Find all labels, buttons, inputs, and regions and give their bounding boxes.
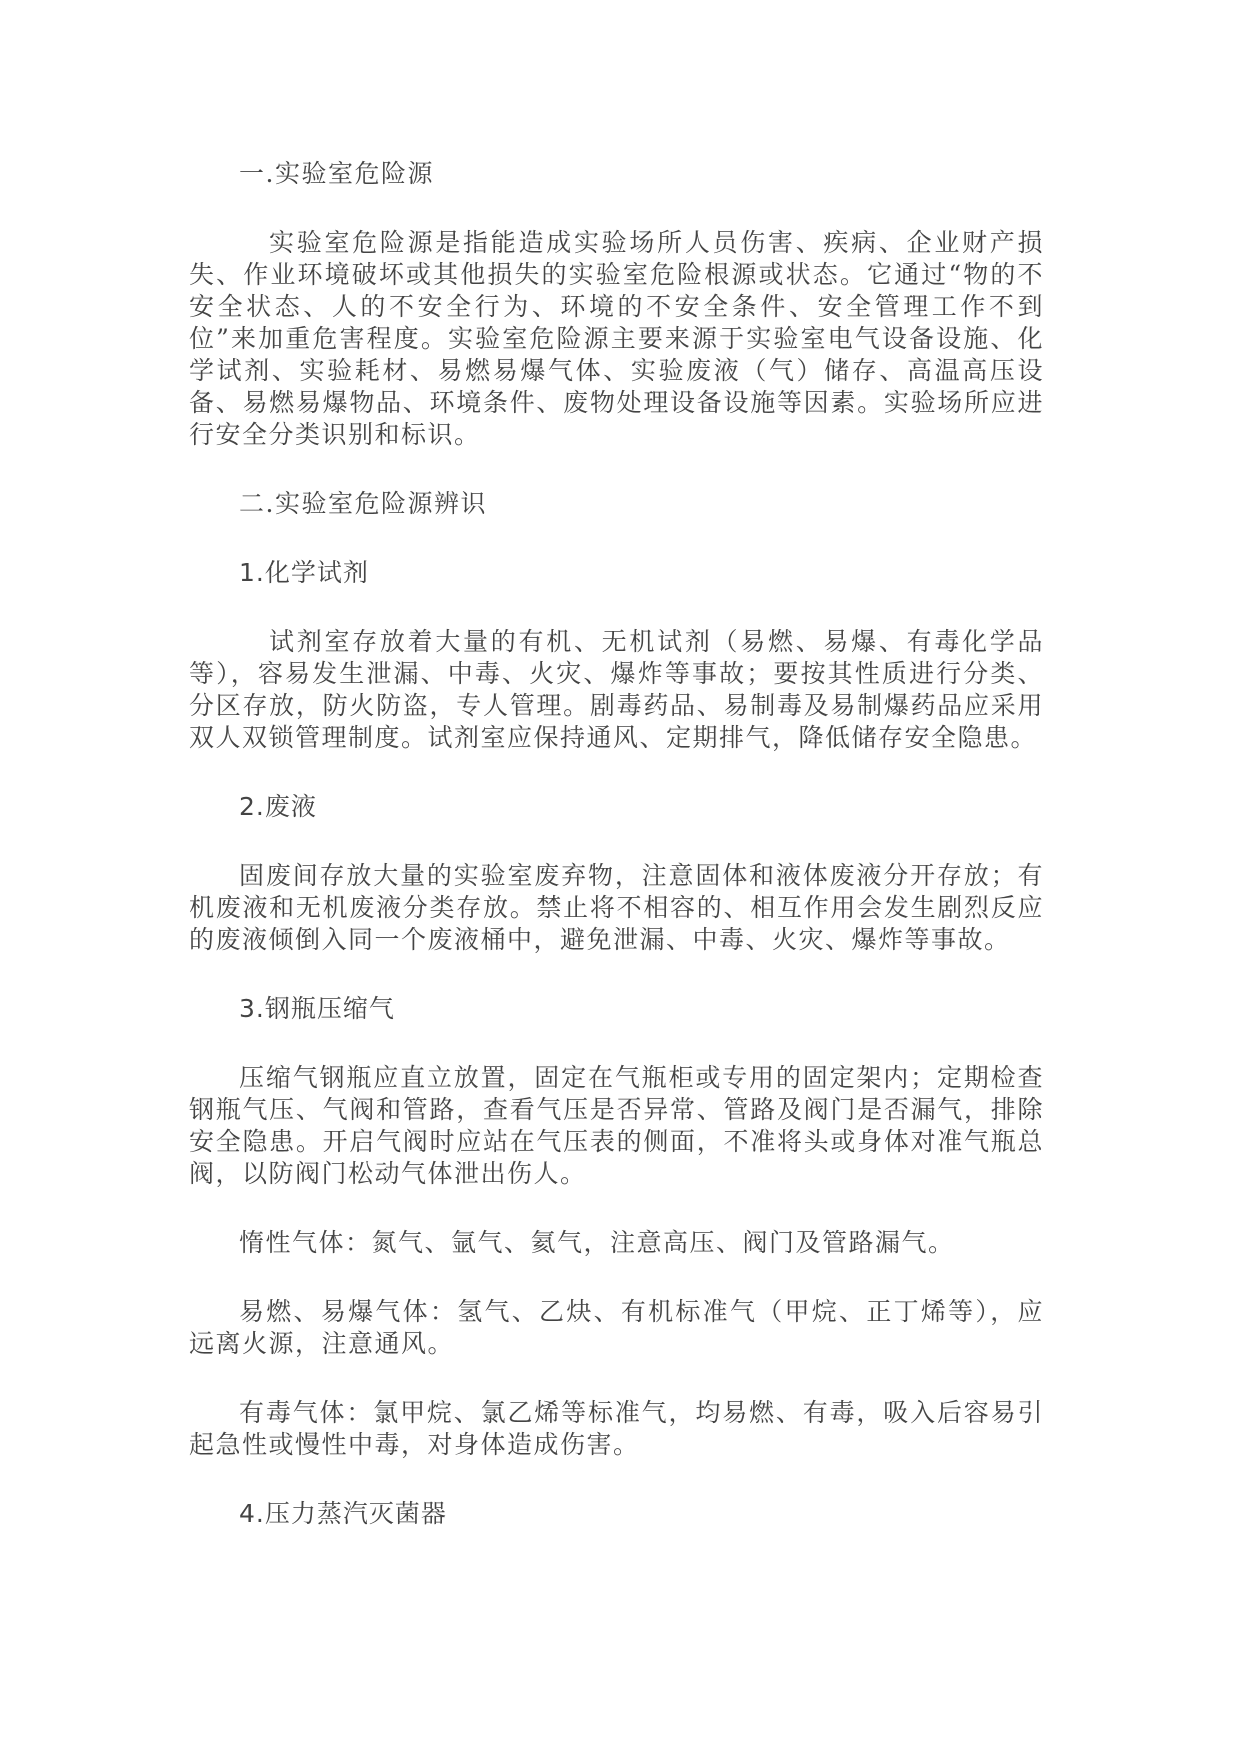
paragraph-hazard-definition: 实验室危险源是指能造成实验场所人员伤害、疾病、企业财产损失、作业环境破坏或其他损失的实验室危险根源或状态。它通过“物的不安全状态、人的不安全行为、环境的不安全条件、安全管理工作不到位”来加重危害程度。实验室危险源主要来源于实验室电气设备设施、化学试剂、实验耗材、易燃易爆气体、实验废液（气）储存、高温高压设备、易燃易爆物品、环境条件、废物处理设备设施等因素。实验场所应进行安全分类识别和标识。 <box>189 228 1044 449</box>
document-body <box>189 158 1044 1567</box>
paragraph-toxic-gas: 有毒气体：氯甲烷、氯乙烯等标准气，均易燃、有毒，吸入后容易引起急性或慢性中毒，对身体造成伤害。 <box>189 1398 1044 1459</box>
paragraph-waste-liquid: 固废间存放大量的实验室废弃物，注意固体和液体废液分开存放；有机废液和无机废液分类存放。禁止将不相容的、相互作用会发生剧烈反应的废液倾倒入同一个废液桶中，避免泄漏、中毒、火灾、爆炸等事故。 <box>189 861 1044 954</box>
subheading-compressed-gas-cylinders: 3.钢瓶压缩气 <box>239 994 395 1023</box>
subheading-chemical-reagents: 1.化学试剂 <box>239 558 369 587</box>
subheading-pressure-steam-sterilizer: 4.压力蒸汽灭菌器 <box>239 1499 447 1528</box>
paragraph-flammable-gas: 易燃、易爆气体：氢气、乙炔、有机标准气（甲烷、正丁烯等），应远离火源，注意通风。 <box>189 1297 1044 1358</box>
paragraph-inert-gas: 惰性气体：氮气、氩气、氦气，注意高压、阀门及管路漏气。 <box>239 1228 955 1257</box>
paragraph-chemical-reagents: 试剂室存放着大量的有机、无机试剂（易燃、易爆、有毒化学品等），容易发生泄漏、中毒、火灾、爆炸等事故；要按其性质进行分类、分区存放，防火防盗，专人管理。剧毒药品、易制毒及易制爆药品应采用双人双锁管理制度。试剂室应保持通风、定期排气，降低储存安全隐患。 <box>189 627 1044 752</box>
subheading-waste-liquid: 2.废液 <box>239 792 317 821</box>
section-heading-hazard-sources: 一.实验室危险源 <box>239 159 434 188</box>
paragraph-compressed-gas-cylinders: 压缩气钢瓶应直立放置，固定在气瓶柜或专用的固定架内；定期检查钢瓶气压、气阀和管路，查看气压是否异常、管路及阀门是否漏气，排除安全隐患。开启气阀时应站在气压表的侧面，不准将头或身体对准气瓶总阀，以防阀门松动气体泄出伤人。 <box>189 1063 1044 1188</box>
section-heading-hazard-identification: 二.实验室危险源辨识 <box>239 489 487 518</box>
